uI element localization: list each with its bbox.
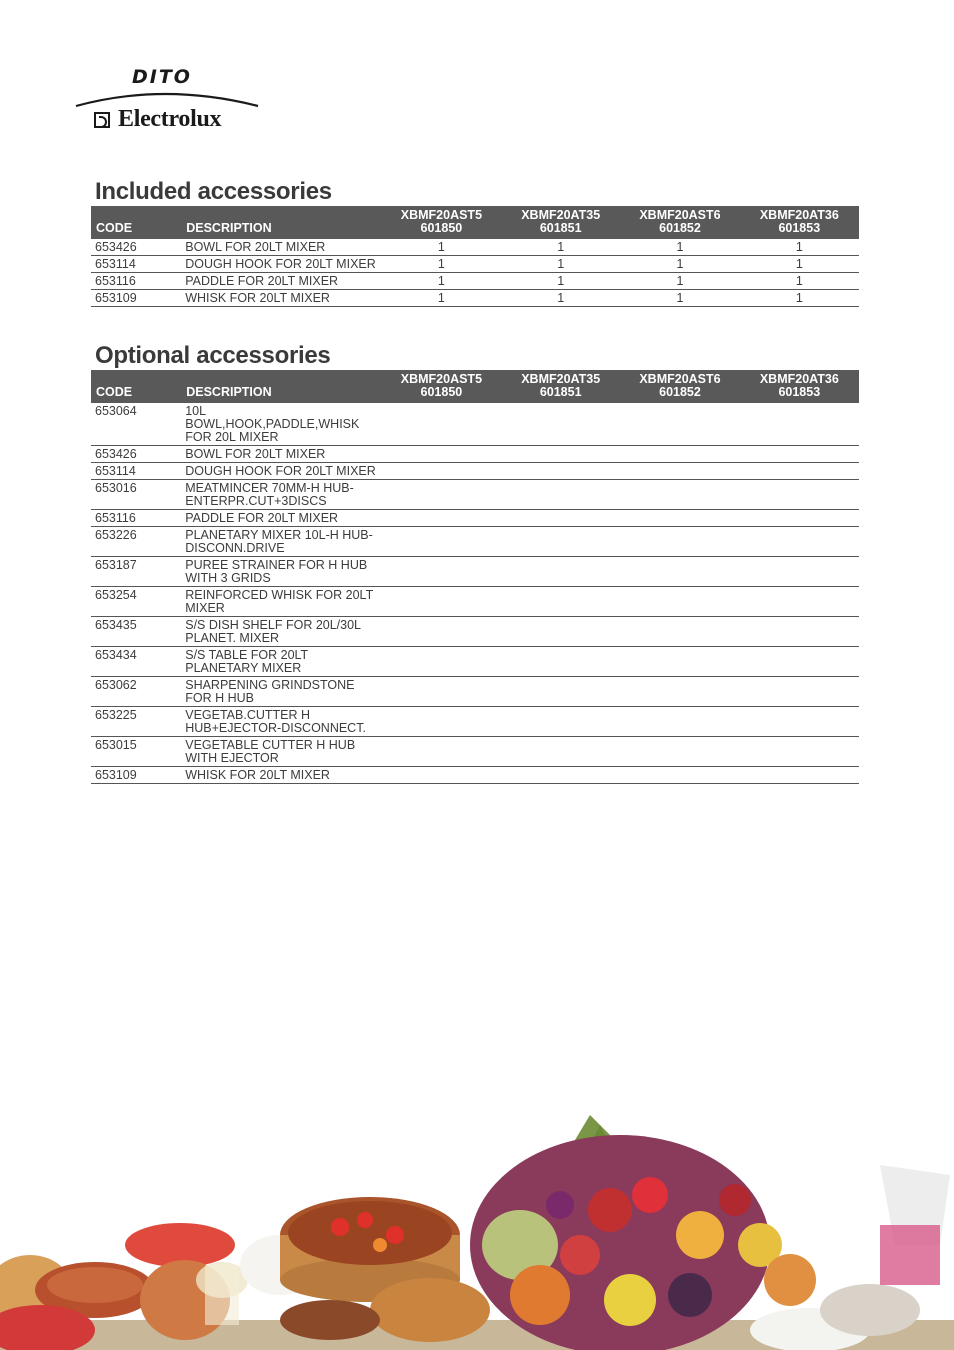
model-quantity: [620, 403, 739, 446]
accessory-code: 653064: [91, 403, 181, 446]
optional-row: [91, 527, 859, 557]
brand-logo: [74, 62, 264, 134]
model-quantity: [620, 480, 739, 510]
model-quantity: [501, 527, 620, 557]
model-quantity: [382, 557, 501, 587]
optional-rows: [91, 403, 859, 784]
model-quantity: [620, 510, 739, 527]
optional-row: [91, 403, 859, 446]
model-quantity: [501, 446, 620, 463]
optional-row: [91, 463, 859, 480]
accessory-code: 653109: [91, 290, 181, 307]
header-model: XBMF20AT35 601851: [501, 370, 620, 403]
model-quantity: [501, 480, 620, 510]
model-quantity: [740, 707, 859, 737]
accessory-code: 653109: [91, 767, 181, 784]
model-quantity: 1: [620, 290, 739, 307]
model-quantity: [620, 446, 739, 463]
accessory-code: 653426: [91, 239, 181, 256]
accessory-code: 653116: [91, 510, 181, 527]
model-quantity: 1: [382, 256, 501, 273]
model-quantity: 1: [382, 239, 501, 256]
model-quantity: [501, 587, 620, 617]
optional-row: [91, 707, 859, 737]
model-quantity: [501, 737, 620, 767]
optional-header-row: [91, 370, 859, 403]
model-quantity: 1: [620, 239, 739, 256]
model-quantity: [382, 510, 501, 527]
included-header-row: [91, 206, 859, 239]
model-quantity: [501, 647, 620, 677]
model-quantity: [740, 617, 859, 647]
model-quantity: [620, 737, 739, 767]
brand-name: Electrolux: [118, 106, 222, 132]
included-row: [91, 256, 859, 273]
model-quantity: [382, 403, 501, 446]
model-quantity: [740, 510, 859, 527]
accessory-code: 653226: [91, 527, 181, 557]
model-quantity: 1: [740, 239, 859, 256]
header-model: XBMF20AT36 601853: [740, 370, 859, 403]
accessory-description: VEGETAB.CUTTER H HUB+EJECTOR-DISCONNECT.: [181, 707, 382, 737]
accessory-description: PADDLE FOR 20LT MIXER: [181, 510, 382, 527]
included-table: [91, 206, 859, 307]
model-quantity: 1: [501, 290, 620, 307]
model-quantity: [740, 557, 859, 587]
model-quantity: [620, 707, 739, 737]
optional-row: [91, 446, 859, 463]
electrolux-icon: [94, 112, 110, 128]
model-quantity: [620, 463, 739, 480]
included-title: Included accessories: [95, 178, 332, 205]
header-description: DESCRIPTION: [181, 370, 382, 403]
model-quantity: 1: [501, 256, 620, 273]
accessory-code: 653254: [91, 587, 181, 617]
model-quantity: 1: [620, 256, 739, 273]
optional-row: [91, 557, 859, 587]
optional-row: [91, 737, 859, 767]
food-display-image: [0, 1095, 954, 1350]
model-quantity: [382, 617, 501, 647]
accessory-code: 653426: [91, 446, 181, 463]
accessory-code: 653015: [91, 737, 181, 767]
model-quantity: [501, 403, 620, 446]
accessory-description: WHISK FOR 20LT MIXER: [181, 290, 382, 307]
model-quantity: 1: [501, 273, 620, 290]
header-code: CODE: [91, 206, 181, 239]
model-quantity: [382, 463, 501, 480]
accessory-description: VEGETABLE CUTTER H HUB WITH EJECTOR: [181, 737, 382, 767]
model-quantity: [620, 557, 739, 587]
accessory-description: DOUGH HOOK FOR 20LT MIXER: [181, 256, 382, 273]
accessory-code: 653016: [91, 480, 181, 510]
accessory-description: WHISK FOR 20LT MIXER: [181, 767, 382, 784]
accessory-code: 653187: [91, 557, 181, 587]
header-model: XBMF20AST5 601850: [382, 206, 501, 239]
model-quantity: [620, 617, 739, 647]
accessory-description: DOUGH HOOK FOR 20LT MIXER: [181, 463, 382, 480]
accessory-code: 653116: [91, 273, 181, 290]
model-quantity: [740, 463, 859, 480]
accessory-code: 653062: [91, 677, 181, 707]
accessory-description: SHARPENING GRINDSTONE FOR H HUB: [181, 677, 382, 707]
model-quantity: [620, 677, 739, 707]
accessory-description: PADDLE FOR 20LT MIXER: [181, 273, 382, 290]
optional-title: Optional accessories: [95, 342, 331, 369]
model-quantity: [501, 707, 620, 737]
accessory-description: REINFORCED WHISK FOR 20LT MIXER: [181, 587, 382, 617]
model-quantity: [382, 647, 501, 677]
model-quantity: [620, 587, 739, 617]
model-quantity: 1: [382, 273, 501, 290]
model-quantity: 1: [740, 290, 859, 307]
accessory-code: 653225: [91, 707, 181, 737]
model-quantity: [501, 510, 620, 527]
model-quantity: [740, 647, 859, 677]
included-row: [91, 273, 859, 290]
accessory-description: 10L BOWL,HOOK,PADDLE,WHISK FOR 20L MIXER: [181, 403, 382, 446]
model-quantity: [740, 737, 859, 767]
model-quantity: [382, 767, 501, 784]
model-quantity: [620, 767, 739, 784]
model-quantity: 1: [382, 290, 501, 307]
header-code: CODE: [91, 370, 181, 403]
accessory-description: PLANETARY MIXER 10L-H HUB-DISCONN.DRIVE: [181, 527, 382, 557]
model-quantity: 1: [740, 273, 859, 290]
optional-row: [91, 510, 859, 527]
model-quantity: [382, 446, 501, 463]
model-quantity: [382, 677, 501, 707]
model-quantity: [382, 737, 501, 767]
dito-wordmark: DITO: [132, 66, 192, 88]
accessory-code: 653434: [91, 647, 181, 677]
header-model: XBMF20AST6 601852: [620, 206, 739, 239]
model-quantity: [501, 463, 620, 480]
accessory-description: BOWL FOR 20LT MIXER: [181, 446, 382, 463]
accessory-code: 653114: [91, 256, 181, 273]
accessory-code: 653114: [91, 463, 181, 480]
model-quantity: [382, 480, 501, 510]
header-description: DESCRIPTION: [181, 206, 382, 239]
header-model: XBMF20AT36 601853: [740, 206, 859, 239]
optional-row: [91, 617, 859, 647]
model-quantity: [501, 767, 620, 784]
header-model: XBMF20AST6 601852: [620, 370, 739, 403]
model-quantity: [501, 617, 620, 647]
model-quantity: [740, 677, 859, 707]
included-row: [91, 239, 859, 256]
model-quantity: 1: [501, 239, 620, 256]
optional-table: [91, 370, 859, 784]
accessory-description: S/S DISH SHELF FOR 20L/30L PLANET. MIXER: [181, 617, 382, 647]
optional-row: [91, 767, 859, 784]
accessory-description: MEATMINCER 70MM-H HUB-ENTERPR.CUT+3DISCS: [181, 480, 382, 510]
accessory-description: PUREE STRAINER FOR H HUB WITH 3 GRIDS: [181, 557, 382, 587]
model-quantity: [501, 557, 620, 587]
header-model: XBMF20AST5 601850: [382, 370, 501, 403]
model-quantity: [620, 527, 739, 557]
optional-row: [91, 647, 859, 677]
header-model: XBMF20AT35 601851: [501, 206, 620, 239]
model-quantity: [740, 480, 859, 510]
accessory-description: BOWL FOR 20LT MIXER: [181, 239, 382, 256]
model-quantity: [382, 527, 501, 557]
model-quantity: [740, 403, 859, 446]
included-row: [91, 290, 859, 307]
model-quantity: 1: [740, 256, 859, 273]
accessory-code: 653435: [91, 617, 181, 647]
model-quantity: [740, 527, 859, 557]
accessory-description: S/S TABLE FOR 20LT PLANETARY MIXER: [181, 647, 382, 677]
model-quantity: [382, 707, 501, 737]
model-quantity: [620, 647, 739, 677]
model-quantity: 1: [620, 273, 739, 290]
electrolux-wordmark: [94, 106, 221, 133]
optional-row: [91, 480, 859, 510]
optional-row: [91, 587, 859, 617]
model-quantity: [740, 767, 859, 784]
included-rows: [91, 239, 859, 307]
model-quantity: [382, 587, 501, 617]
optional-row: [91, 677, 859, 707]
model-quantity: [740, 587, 859, 617]
model-quantity: [501, 677, 620, 707]
model-quantity: [740, 446, 859, 463]
